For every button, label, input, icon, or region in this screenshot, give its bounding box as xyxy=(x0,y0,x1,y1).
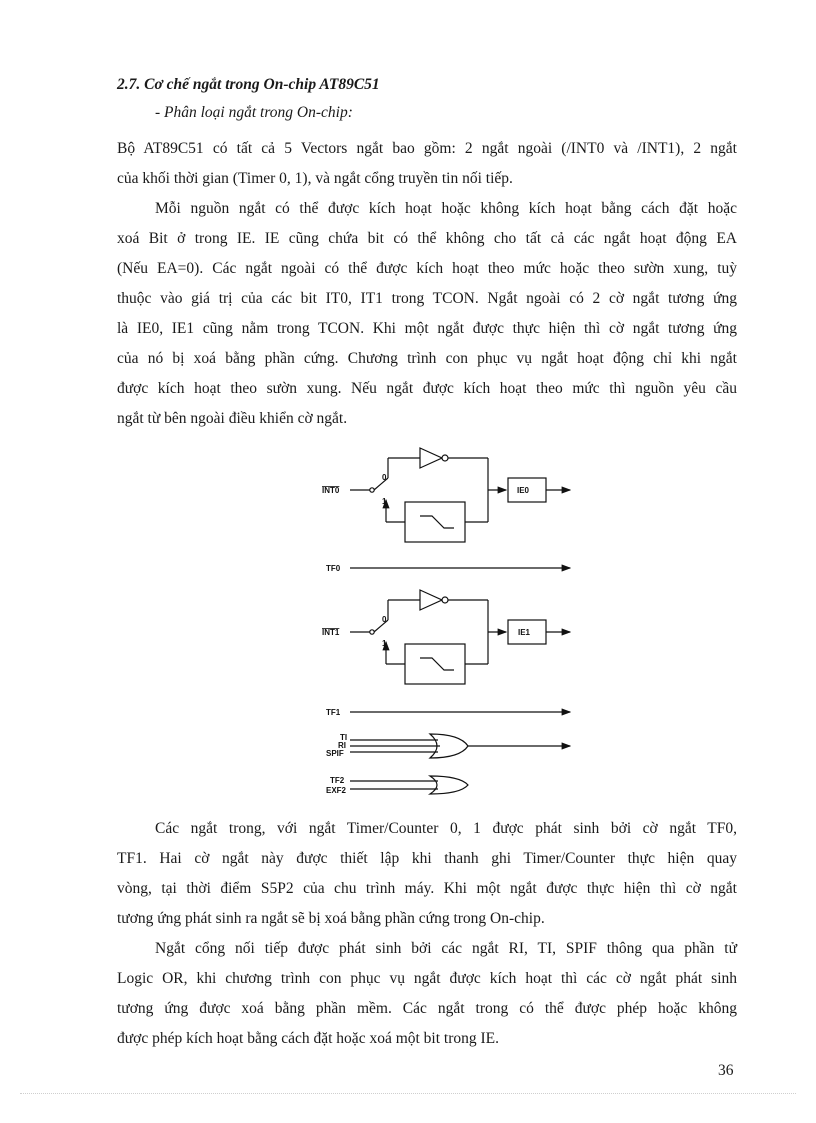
paragraph-line: Bộ AT89C51 có tất cả 5 Vectors ngắt bao gồm: 2 ngắt ngoài (/INT0 và /INT1), 2 ngắt xyxy=(117,140,737,157)
edge-detector-0 xyxy=(405,502,465,542)
paragraph-line: Mỗi nguồn ngắt có thể được kích hoạt hoặc không kích hoạt bằng cách đặt hoặc xyxy=(155,200,737,217)
paragraph-3 xyxy=(117,814,737,934)
paragraph-line: Logic OR, khi chương trình con phục vụ ngắt được kích hoạt thì các cờ ngắt phát sinh xyxy=(117,970,737,987)
ri-label: RI xyxy=(338,741,346,750)
tf1-label: TF1 xyxy=(326,708,341,717)
paragraph-line: được phép kích hoạt bằng cách đặt hoặc xoá một bit trong IE. xyxy=(117,1030,500,1047)
switch0-pos0-label: 0 xyxy=(382,473,387,482)
section-heading: 2.7. Cơ chế ngắt trong On-chip AT89C51 xyxy=(117,76,380,93)
inverter-1-icon xyxy=(420,590,442,610)
tf2-label: TF2 xyxy=(330,776,345,785)
paragraph-line: tương ứng được xoá bằng phần mềm. Các ngắt trong có thể được phép hoặc không xyxy=(117,1000,737,1017)
paragraph-2 xyxy=(117,194,737,434)
bottom-divider xyxy=(20,1093,796,1094)
page-number: 36 xyxy=(718,1062,734,1079)
interrupt-logic-diagram xyxy=(320,440,580,800)
edge-detector-1 xyxy=(405,644,465,684)
inverter-0-icon xyxy=(420,448,442,468)
exf2-label: EXF2 xyxy=(326,786,347,795)
paragraph-line: xoá Bit ở trong IE. IE cũng chứa bit có thể không cho tất cả các ngắt hoạt động EA xyxy=(117,230,737,247)
paragraph-line: ngắt từ bên ngoài điều khiển cờ ngắt. xyxy=(117,410,348,427)
switch0-pos1-label: 1 xyxy=(382,497,387,506)
paragraph-line: (Nếu EA=0). Các ngắt ngoài có thể được kích hoạt theo mức hoặc theo sườn xung, tuỳ xyxy=(117,260,737,277)
paragraph-line: của khối thời gian (Timer 0, 1), và ngắt cổng truyền tin nối tiếp. xyxy=(117,170,513,187)
paragraph-line: Các ngắt trong, với ngắt Timer/Counter 0, 1 được phát sinh bởi cờ ngắt TF0, xyxy=(155,820,737,837)
tf0-label: TF0 xyxy=(326,564,341,573)
paragraph-line: vòng, tại thời điểm S5P2 của chu trình máy. Khi một ngắt được thực hiện thì cờ ngắt xyxy=(117,880,737,897)
subsection-heading: - Phân loại ngắt trong On-chip: xyxy=(155,104,353,121)
paragraph-line: tương ứng phát sinh ra ngắt sẽ bị xoá bằng phần cứng trong On-chip. xyxy=(117,910,545,927)
ti-label: TI xyxy=(340,733,348,742)
paragraph-line: là IE0, IE1 cũng nằm trong TCON. Khi một ngắt được thực hiện thì cờ ngắt tương ứng xyxy=(117,320,737,337)
paragraph-4 xyxy=(117,934,737,1054)
spif-label: SPIF xyxy=(326,749,344,758)
paragraph-line: thuộc vào giá trị của các bit IT0, IT1 trong TCON. Ngắt ngoài có 2 cờ ngắt tương ứng xyxy=(117,290,737,307)
ie0-label: IE0 xyxy=(517,486,530,495)
or-gate-2-icon xyxy=(430,776,468,794)
int0-switch-node xyxy=(370,488,374,492)
paragraph-line: TF1. Hai cờ ngắt này được thiết lập khi thanh ghi Timer/Counter thực hiện quay xyxy=(117,850,737,867)
int0-label: INT0 xyxy=(322,486,340,495)
paragraph-line: Ngắt cổng nối tiếp được phát sinh bởi các ngắt RI, TI, SPIF thông qua phần tử xyxy=(155,940,737,957)
paragraph-line: của nó bị xoá bằng phần cứng. Chương trình con phục vụ ngắt hoạt động chỉ khi ngắt xyxy=(117,350,737,367)
paragraph-line: được kích hoạt theo sườn xung. Nếu ngắt được kích hoạt theo mức thì nguồn yêu cầu xyxy=(117,380,737,397)
switch1-pos0-label: 0 xyxy=(382,615,387,624)
ie1-label: IE1 xyxy=(518,628,531,637)
int1-label: INT1 xyxy=(322,628,340,637)
switch1-pos1-label: 1 xyxy=(382,639,387,648)
paragraph-1 xyxy=(117,134,737,194)
